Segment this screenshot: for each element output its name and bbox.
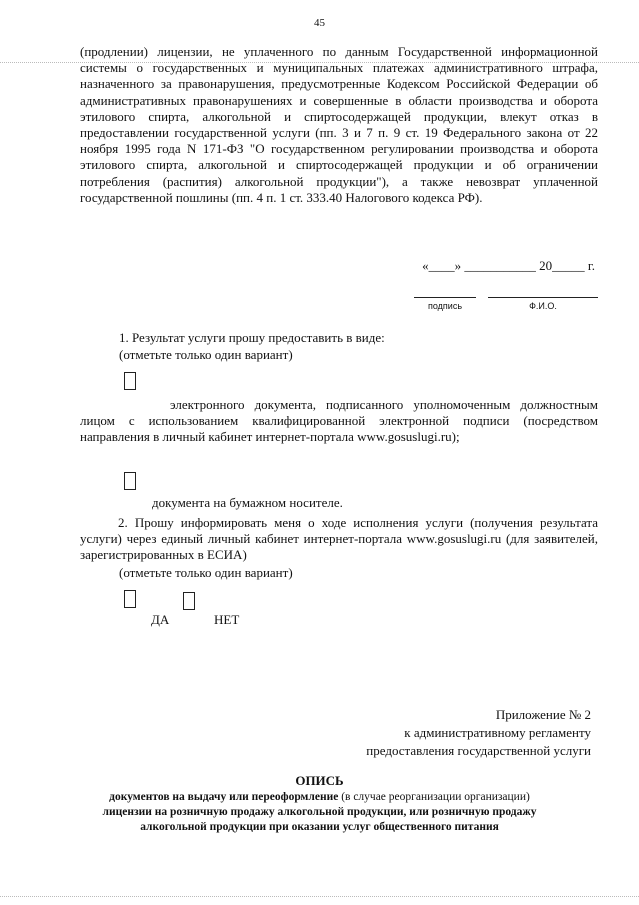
signature-line — [414, 297, 476, 298]
inventory-subtitle-line3: алкогольной продукции при оказании услуг общественного питания — [140, 821, 499, 833]
date-line: «____» ___________ 20_____ г. — [422, 258, 595, 273]
inventory-subtitle — [40, 790, 599, 835]
option-electronic-text: электронного документа, подписанного уполномоченным должностным лицом с использованием квалифицированной электронной подписи (посредством направления в личный кабинет интернет-портала www.gosuslugi.ru); — [80, 397, 598, 444]
section1-note: (отметьте только один вариант) — [119, 347, 293, 362]
checkbox-paper[interactable] — [124, 472, 136, 490]
section2-text: 2. Прошу информировать меня о ходе исполнения услуги (получения результата услуги) через единый личный кабинет интернет-портала www.gosuslugi.ru (для заявителей, зарегистрированных в ЕСИА) — [80, 515, 598, 562]
appendix-line3: предоставления государственной услуги — [366, 743, 591, 758]
inventory-subtitle-line2: лицензии на розничную продажу алкогольной продукции, или розничную продажу — [102, 806, 537, 818]
yes-label: ДА — [151, 612, 170, 627]
scan-dotted-line-bottom — [0, 896, 639, 897]
checkbox-electronic[interactable] — [124, 372, 136, 390]
appendix-line1: Приложение № 2 — [495, 707, 591, 722]
section2-note: (отметьте только один вариант) — [119, 565, 293, 580]
appendix-line2: к административному регламенту — [404, 725, 591, 740]
page-number: 45 — [314, 17, 325, 29]
fio-label: Ф.И.О. — [529, 301, 557, 311]
appendix-heading — [366, 706, 591, 760]
top-paragraph: (продлении) лицензии, не уплаченного по данным Государственной информационной системы о государственных и муниципальных платежах административного штрафа, назначенного за правонарушения, предусмотренные Кодексом Российской Федерации об административных правонарушениях и совершенные в области производства и оборота этилового спирта, алкогольной и спиртосодержащей продукции, влекут отказ в предоставлении государственной услуги (пп. 3 и 7 п. 9 ст. 19 Федерального закона от 22 ноября 1995 года N 171-ФЗ "О государственном регулировании производства и оборота этилового спирта, алкогольной и спиртосодержащей продукции и об ограничении потребления (распития) алкогольной продукции"), а также невозврат уплаченной государственной пошлины (пп. 4 п. 1 ст. 333.40 Налогового кодекса РФ). — [80, 44, 598, 205]
fio-line — [488, 297, 598, 298]
checkbox-yes[interactable] — [124, 590, 136, 608]
section1-heading: 1. Результат услуги прошу предоставить в виде: — [119, 330, 385, 345]
inventory-title: ОПИСЬ — [295, 773, 344, 788]
inventory-subtitle-normal: (в случае реорганизации организации) — [338, 791, 530, 803]
inventory-subtitle-bold: документов на выдачу или переоформление — [109, 791, 339, 803]
inventory-subtitle-line1 — [40, 790, 599, 805]
option-paper-text: документа на бумажном носителе. — [152, 495, 343, 510]
checkbox-no[interactable] — [183, 592, 195, 610]
signature-label: подпись — [427, 301, 463, 311]
no-label: НЕТ — [214, 612, 240, 627]
